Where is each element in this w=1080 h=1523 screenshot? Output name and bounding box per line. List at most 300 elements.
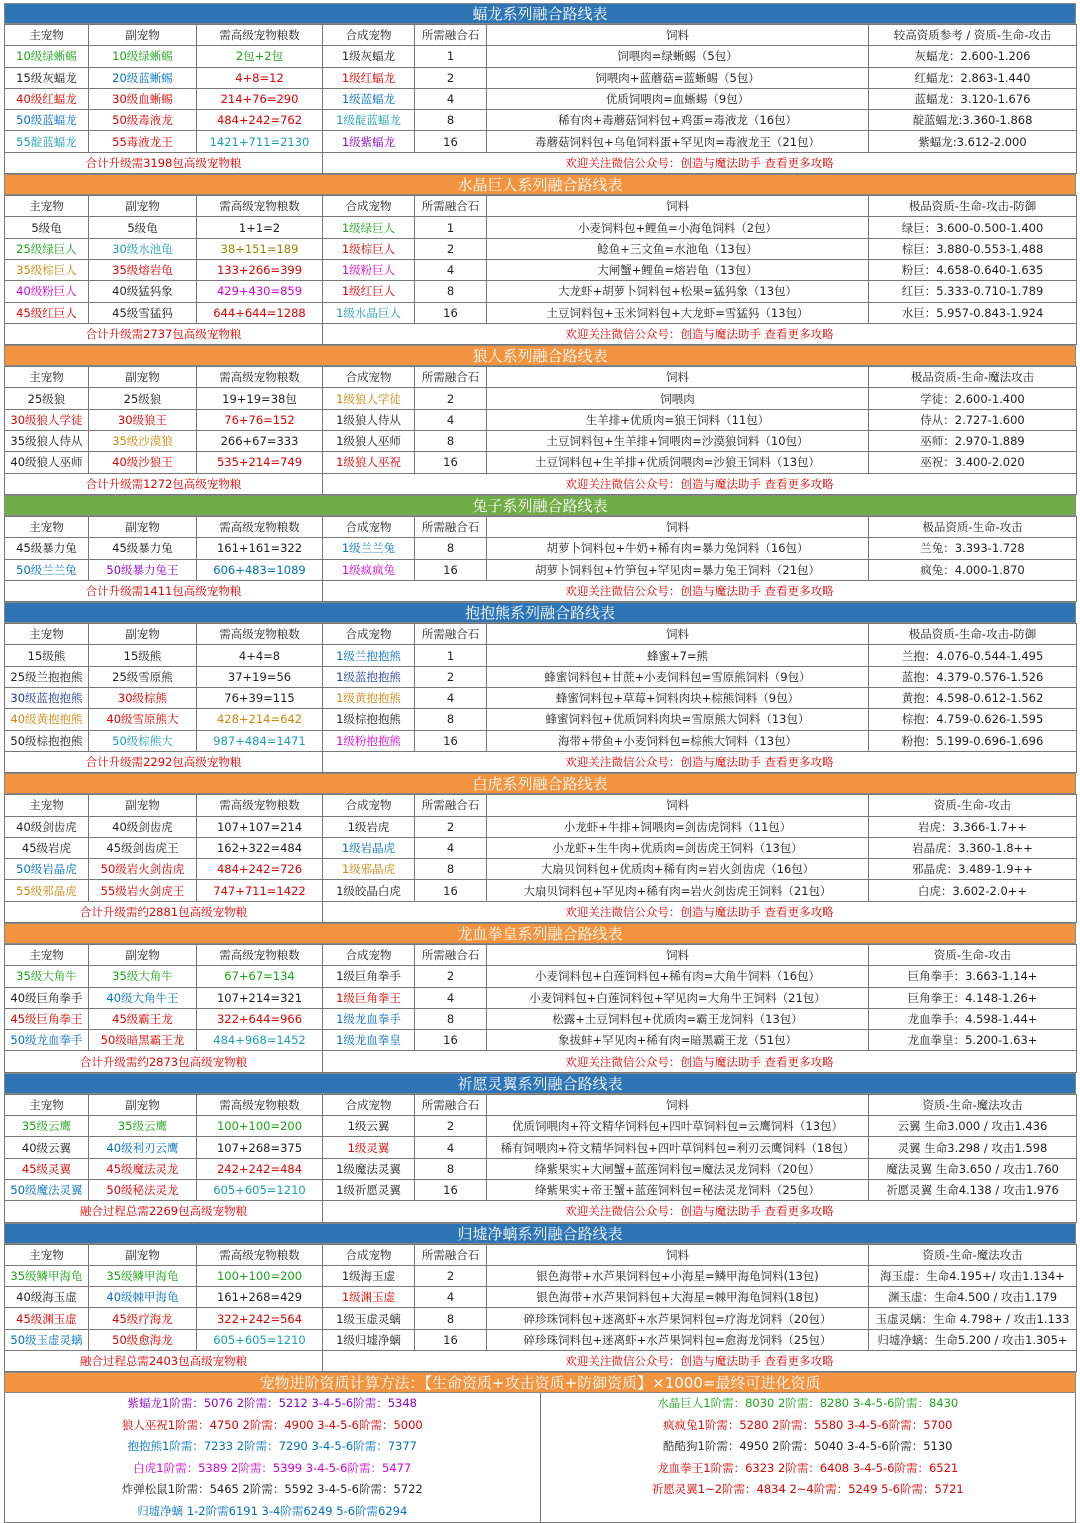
aptitude-cell: 学徒：2.600-1.400 — [869, 388, 1077, 409]
column-header: 所需融合石 — [415, 516, 487, 537]
column-header: 需高级宠物粮数 — [197, 795, 323, 816]
column-header: 主宠物 — [5, 944, 89, 965]
sub-pet-cell: 35级沙漠狼 — [89, 431, 197, 452]
table-row — [5, 281, 1077, 302]
main-pet-cell: 50级棕抱抱熊 — [5, 730, 89, 751]
aptitude-cell: 兰兔：3.393-1.728 — [869, 538, 1077, 559]
result-pet-cell: 1级粉巨人 — [323, 259, 415, 280]
column-header: 需高级宠物粮数 — [197, 1094, 323, 1115]
section-1 — [4, 3, 1076, 174]
aptitude-cell: 兰抱：4.076-0.544-1.495 — [869, 645, 1077, 666]
feed-cell: 蜂蜜+7=熊 — [487, 645, 869, 666]
table-row — [5, 730, 1077, 751]
table-row — [5, 259, 1077, 280]
food-count-cell: 19+19=38包 — [197, 388, 323, 409]
feed-cell: 大扇贝饲料包+罕见肉+稀有肉=岩火剑齿虎王饲料（21包） — [487, 880, 869, 901]
table-row — [5, 1287, 1077, 1308]
feed-cell: 饲喂肉+蓝蘑菇=蓝蜥蜴（5包） — [487, 67, 869, 88]
main-pet-cell: 40级红蝠龙 — [5, 88, 89, 109]
route-table — [4, 1094, 1077, 1223]
wechat-notice: 欢迎关注微信公众号：创造与魔法助手 查看更多攻略 — [323, 152, 1077, 173]
column-header: 所需融合石 — [415, 367, 487, 388]
result-pet-cell: 1级云翼 — [323, 1116, 415, 1137]
sub-pet-cell: 15级熊 — [89, 645, 197, 666]
aptitude-cell: 黄抱：4.598-0.612-1.562 — [869, 688, 1077, 709]
feed-cell: 饲喂肉=绿蜥蜴（5包） — [487, 46, 869, 67]
table-row — [5, 302, 1077, 323]
result-pet-cell: 1级棕抱抱熊 — [323, 709, 415, 730]
fusion-stone-cell: 4 — [415, 1137, 487, 1158]
wechat-notice: 欢迎关注微信公众号：创造与魔法助手 查看更多攻略 — [323, 1351, 1077, 1372]
fusion-stone-cell: 8 — [415, 1008, 487, 1029]
food-count-cell: 1+1=2 — [197, 217, 323, 238]
table-row — [5, 431, 1077, 452]
column-header: 合成宠物 — [323, 196, 415, 217]
section-title: 狼人系列融合路线表 — [4, 345, 1076, 366]
sub-pet-cell: 30级水池龟 — [89, 238, 197, 259]
summary-row — [5, 901, 1077, 922]
result-pet-cell: 1级水晶巨人 — [323, 302, 415, 323]
column-header: 副宠物 — [89, 367, 197, 388]
fusion-stone-cell: 16 — [415, 452, 487, 473]
sub-pet-cell: 30级棕熊 — [89, 688, 197, 709]
food-count-cell: 2包+2包 — [197, 46, 323, 67]
section-title: 蝠龙系列融合路线表 — [4, 3, 1076, 24]
table-row — [5, 1137, 1077, 1158]
aptitude-cell: 岩晶虎：3.360-1.8++ — [869, 837, 1077, 858]
header-row — [5, 516, 1077, 537]
sub-pet-cell: 35级鳞甲海龟 — [89, 1265, 197, 1286]
fusion-stone-cell: 4 — [415, 837, 487, 858]
aptitude-cell: 蓝蝠龙：3.120-1.676 — [869, 88, 1077, 109]
requirement-line: 疯疯兔1阶需：5280 2阶需：5580 3-4-5-6阶需：5700 — [663, 1417, 953, 1432]
column-header: 主宠物 — [5, 795, 89, 816]
section-5 — [4, 602, 1076, 773]
table-row — [5, 46, 1077, 67]
aptitude-cell: 海玉虚：生命4.195+/ 攻击1.134+ — [869, 1265, 1077, 1286]
table-row — [5, 1030, 1077, 1051]
fusion-stone-cell: 8 — [415, 709, 487, 730]
food-count-cell: 605+605=1210 — [197, 1179, 323, 1200]
food-count-cell: 100+100=200 — [197, 1116, 323, 1137]
requirement-line: 水晶巨人1阶需：8030 2阶需：8280 3-4-5-6阶需：8430 — [657, 1396, 959, 1411]
column-header: 主宠物 — [5, 624, 89, 645]
feed-cell: 小麦饲料包+鲤鱼=小海龟饲料（2包） — [487, 217, 869, 238]
column-header: 资质-生命-攻击 — [869, 944, 1077, 965]
main-pet-cell: 40级云翼 — [5, 1137, 89, 1158]
column-header: 饲料 — [487, 25, 869, 46]
aptitude-cell: 侍从：2.727-1.600 — [869, 409, 1077, 430]
result-pet-cell: 1级狼人巫师 — [323, 431, 415, 452]
header-row — [5, 367, 1077, 388]
food-count-cell: 107+268=375 — [197, 1137, 323, 1158]
food-count-cell: 107+107=214 — [197, 816, 323, 837]
total-food-summary: 合计升级需3198包高级宠物粮 — [5, 152, 323, 173]
total-food-summary: 合计升级需约2873包高级宠物粮 — [5, 1051, 323, 1072]
result-pet-cell: 1级渊玉虚 — [323, 1287, 415, 1308]
sub-pet-cell: 10级绿蜥蜴 — [89, 46, 197, 67]
column-header: 需高级宠物粮数 — [197, 624, 323, 645]
column-header: 饲料 — [487, 624, 869, 645]
fusion-stone-cell: 4 — [415, 88, 487, 109]
table-row — [5, 1308, 1077, 1329]
column-header: 主宠物 — [5, 1244, 89, 1265]
result-pet-cell: 1级红蝠龙 — [323, 67, 415, 88]
result-pet-cell: 1级巨角拳王 — [323, 987, 415, 1008]
table-row — [5, 67, 1077, 88]
requirements-column-left — [5, 1393, 541, 1522]
feed-cell: 小麦饲料包+白莲饲料包+稀有肉=大角牛饲料（16包） — [487, 966, 869, 987]
table-row — [5, 645, 1077, 666]
route-table — [4, 623, 1077, 773]
table-row — [5, 538, 1077, 559]
main-pet-cell: 50级魔法灵翼 — [5, 1179, 89, 1200]
fusion-stone-cell: 4 — [415, 259, 487, 280]
sub-pet-cell: 40级沙狼王 — [89, 452, 197, 473]
column-header: 副宠物 — [89, 624, 197, 645]
column-header: 副宠物 — [89, 1244, 197, 1265]
food-count-cell: 161+268=429 — [197, 1287, 323, 1308]
column-header: 极品资质-生命-攻击-防御 — [869, 624, 1077, 645]
result-pet-cell: 1级绿巨人 — [323, 217, 415, 238]
result-pet-cell: 1级兰抱抱熊 — [323, 645, 415, 666]
sub-pet-cell: 30级狼王 — [89, 409, 197, 430]
section-4 — [4, 495, 1076, 602]
column-header: 饲料 — [487, 367, 869, 388]
aptitude-cell: 归墟净螭：生命5.200 / 攻击1.305+ — [869, 1329, 1077, 1350]
food-count-cell: 428+214=642 — [197, 709, 323, 730]
sub-pet-cell: 50级岩火剑齿虎 — [89, 859, 197, 880]
sub-pet-cell: 30级血蜥蜴 — [89, 88, 197, 109]
feed-cell: 土豆饲料包+生羊排+优质饲喂肉=沙狼王饲料（13包） — [487, 452, 869, 473]
section-title: 祈愿灵翼系列融合路线表 — [4, 1073, 1076, 1094]
aptitude-cell: 红巨：5.333-0.710-1.789 — [869, 281, 1077, 302]
result-pet-cell: 1级皎晶白虎 — [323, 880, 415, 901]
result-pet-cell: 1级邪晶虎 — [323, 859, 415, 880]
result-pet-cell: 1级魔法灵翼 — [323, 1158, 415, 1179]
route-table — [4, 366, 1077, 495]
column-header: 所需融合石 — [415, 944, 487, 965]
feed-cell: 蜂蜜饲料包+甘蔗+小麦饲料包=雪原熊饲料（9包） — [487, 666, 869, 687]
result-pet-cell: 1级紫蝠龙 — [323, 131, 415, 152]
summary-row — [5, 580, 1077, 601]
header-row — [5, 1094, 1077, 1115]
sub-pet-cell: 40级雪原熊大 — [89, 709, 197, 730]
table-row — [5, 1116, 1077, 1137]
main-pet-cell: 40级狼人巫师 — [5, 452, 89, 473]
feed-cell: 生羊排+优质肉=狼王饲料（11包） — [487, 409, 869, 430]
requirement-line: 紫蝠龙1阶需：5076 2阶需：5212 3-4-5-6阶需：5348 — [127, 1396, 417, 1411]
table-row — [5, 1179, 1077, 1200]
feed-cell: 小麦饲料包+白莲饲料包+罕见肉=大角牛王饲料（21包） — [487, 987, 869, 1008]
feed-cell: 碎珍珠饲料包+迷离虾+水芦果饲料包=愈海龙饲料（25包） — [487, 1329, 869, 1350]
table-row — [5, 1329, 1077, 1350]
food-count-cell: 67+67=134 — [197, 966, 323, 987]
fusion-stone-cell: 4 — [415, 688, 487, 709]
table-row — [5, 837, 1077, 858]
main-pet-cell: 45级红巨人 — [5, 302, 89, 323]
sub-pet-cell: 50级棕熊大 — [89, 730, 197, 751]
requirement-line: 龙血拳王1阶需：6323 2阶需：6408 3-4-5-6阶需：6521 — [657, 1460, 959, 1475]
column-header: 主宠物 — [5, 196, 89, 217]
sub-pet-cell: 50级暗黑霸王龙 — [89, 1030, 197, 1051]
main-pet-cell: 40级巨角拳手 — [5, 987, 89, 1008]
fusion-stone-cell: 2 — [415, 816, 487, 837]
aptitude-cell: 玉虚灵螭：生命 4.798+ / 攻击1.133 — [869, 1308, 1077, 1329]
main-pet-cell: 15级熊 — [5, 645, 89, 666]
feed-cell: 银色海带+水芦果饲料包+小海星=鳞甲海龟饲料(13包) — [487, 1265, 869, 1286]
fusion-stone-cell: 16 — [415, 559, 487, 580]
sub-pet-cell: 45级剑齿虎王 — [89, 837, 197, 858]
column-header: 较高资质参考 / 资质-生命-攻击 — [869, 25, 1077, 46]
main-pet-cell: 50级玉虚灵螭 — [5, 1329, 89, 1350]
aptitude-cell: 粉抱：5.199-0.696-1.696 — [869, 730, 1077, 751]
sub-pet-cell: 40级棘甲海龟 — [89, 1287, 197, 1308]
result-pet-cell: 1级祈愿灵翼 — [323, 1179, 415, 1200]
column-header: 副宠物 — [89, 1094, 197, 1115]
header-row — [5, 795, 1077, 816]
table-row — [5, 88, 1077, 109]
column-header: 合成宠物 — [323, 1094, 415, 1115]
fusion-stone-cell: 8 — [415, 859, 487, 880]
food-count-cell: 107+214=321 — [197, 987, 323, 1008]
wechat-notice: 欢迎关注微信公众号：创造与魔法助手 查看更多攻略 — [323, 1051, 1077, 1072]
total-food-summary: 融合过程总需2403包高级宠物粮 — [5, 1351, 323, 1372]
column-header: 极品资质-生命-攻击-防御 — [869, 196, 1077, 217]
summary-row — [5, 1201, 1077, 1222]
result-pet-cell: 1级疯疯兔 — [323, 559, 415, 580]
result-pet-cell: 1级龙血拳皇 — [323, 1030, 415, 1051]
result-pet-cell: 1级棕巨人 — [323, 238, 415, 259]
sub-pet-cell: 45级雪猛犸 — [89, 302, 197, 323]
aptitude-cell: 棕巨：3.880-0.553-1.488 — [869, 238, 1077, 259]
fusion-stone-cell: 2 — [415, 1116, 487, 1137]
main-pet-cell: 25级兰抱抱熊 — [5, 666, 89, 687]
fusion-stone-cell: 1 — [415, 217, 487, 238]
column-header: 所需融合石 — [415, 1094, 487, 1115]
aptitude-cell: 棕抱：4.759-0.626-1.595 — [869, 709, 1077, 730]
aptitude-cell: 灵翼 生命3.298 / 攻击1.598 — [869, 1137, 1077, 1158]
header-row — [5, 624, 1077, 645]
main-pet-cell: 40级海玉虚 — [5, 1287, 89, 1308]
column-header: 资质-生命-魔法攻击 — [869, 1094, 1077, 1115]
fusion-stone-cell: 2 — [415, 966, 487, 987]
main-pet-cell: 30级狼人学徒 — [5, 409, 89, 430]
food-count-cell: 484+242=762 — [197, 110, 323, 131]
result-pet-cell: 1级狼人侍从 — [323, 409, 415, 430]
section-6 — [4, 773, 1076, 923]
feed-cell: 蜂蜜饲料包+草莓+饲料肉块+棕熊饲料（9包） — [487, 688, 869, 709]
column-header: 合成宠物 — [323, 25, 415, 46]
food-count-cell: 162+322=484 — [197, 837, 323, 858]
section-9 — [4, 1223, 1076, 1373]
section-title: 兔子系列融合路线表 — [4, 495, 1076, 516]
feed-cell: 银色海带+水芦果饲料包+大海星=棘甲海龟饲料(18包) — [487, 1287, 869, 1308]
fusion-stone-cell: 2 — [415, 67, 487, 88]
aptitude-cell: 邪晶虎：3.489-1.9++ — [869, 859, 1077, 880]
column-header: 合成宠物 — [323, 624, 415, 645]
summary-row — [5, 751, 1077, 772]
column-header: 饲料 — [487, 196, 869, 217]
main-pet-cell: 45级渊玉虚 — [5, 1308, 89, 1329]
aptitude-cell: 巫祝：3.400-2.020 — [869, 452, 1077, 473]
sub-pet-cell: 50级毒液龙 — [89, 110, 197, 131]
wechat-notice: 欢迎关注微信公众号：创造与魔法助手 查看更多攻略 — [323, 751, 1077, 772]
route-table — [4, 24, 1077, 174]
feed-cell: 大扇贝饲料包+优质肉+稀有肉=岩火剑齿虎（16包） — [487, 859, 869, 880]
feed-cell: 大闸蟹+鲤鱼=熔岩龟（13包） — [487, 259, 869, 280]
section-title: 白虎系列融合路线表 — [4, 773, 1076, 794]
feed-cell: 胡萝卜饲料包+牛奶+稀有肉=暴力兔饲料（16包） — [487, 538, 869, 559]
food-count-cell: 747+711=1422 — [197, 880, 323, 901]
feed-cell: 松露+土豆饲料包+优质肉=霸王龙饲料（13包） — [487, 1008, 869, 1029]
feed-cell: 稀有饲喂肉+符文精华饲料包+四叶草饲料包=利刃云鹰饲料（18包） — [487, 1137, 869, 1158]
table-row — [5, 217, 1077, 238]
sub-pet-cell: 40级利刃云鹰 — [89, 1137, 197, 1158]
aptitude-cell: 绿巨：3.600-0.500-1.400 — [869, 217, 1077, 238]
fusion-stone-cell: 4 — [415, 987, 487, 1008]
total-food-summary: 合计升级需1411包高级宠物粮 — [5, 580, 323, 601]
aptitude-cell: 红蝠龙：2.863-1.440 — [869, 67, 1077, 88]
fusion-stone-cell: 8 — [415, 1308, 487, 1329]
food-count-cell: 76+76=152 — [197, 409, 323, 430]
route-table — [4, 195, 1077, 345]
sub-pet-cell: 25级雪原熊 — [89, 666, 197, 687]
table-row — [5, 966, 1077, 987]
fusion-stone-cell: 1 — [415, 645, 487, 666]
column-header: 所需融合石 — [415, 624, 487, 645]
fusion-stone-cell: 2 — [415, 388, 487, 409]
column-header: 需高级宠物粮数 — [197, 1244, 323, 1265]
food-count-cell: 266+67=333 — [197, 431, 323, 452]
fusion-stone-cell: 2 — [415, 1265, 487, 1286]
fusion-stone-cell: 2 — [415, 666, 487, 687]
result-pet-cell: 1级蓝蝠龙 — [323, 88, 415, 109]
food-count-cell: 37+19=56 — [197, 666, 323, 687]
wechat-notice: 欢迎关注微信公众号：创造与魔法助手 查看更多攻略 — [323, 1201, 1077, 1222]
column-header: 饲料 — [487, 944, 869, 965]
aptitude-cell: 灰蝠龙：2.600-1.206 — [869, 46, 1077, 67]
table-row — [5, 452, 1077, 473]
column-header: 所需融合石 — [415, 196, 487, 217]
feed-cell: 土豆饲料包+玉米饲料包+大龙虾=雪猛犸（13包） — [487, 302, 869, 323]
main-pet-cell: 50级龙血拳手 — [5, 1030, 89, 1051]
summary-row — [5, 1351, 1077, 1372]
table-row — [5, 880, 1077, 901]
column-header: 所需融合石 — [415, 795, 487, 816]
requirements-column-right — [541, 1393, 1076, 1522]
summary-row — [5, 473, 1077, 494]
fusion-stone-cell: 16 — [415, 880, 487, 901]
requirement-line: 狼人巫祝1阶需：4750 2阶需：4900 3-4-5-6阶需：5000 — [121, 1417, 423, 1432]
aptitude-cell: 魔法灵翼 生命3.650 / 攻击1.760 — [869, 1158, 1077, 1179]
aptitude-cell: 云翼 生命3.000 / 攻击1.436 — [869, 1116, 1077, 1137]
feed-cell: 绛紫果实+帝王蟹+蓝莲饲料包=秘法灵龙饲料（25包） — [487, 1179, 869, 1200]
header-row — [5, 1244, 1077, 1265]
feed-cell: 优质饲喂肉+符文精华饲料包+四叶草饲料包=云鹰饲料（13包） — [487, 1116, 869, 1137]
main-pet-cell: 10级绿蜥蜴 — [5, 46, 89, 67]
feed-cell: 象拔蚌+罕见肉+稀有肉=暗黑霸王龙（51包） — [487, 1030, 869, 1051]
feed-cell: 大龙虾+胡萝卜饲料包+松果=猛犸象（13包） — [487, 281, 869, 302]
aptitude-cell: 龙血拳手：4.598-1.44+ — [869, 1008, 1077, 1029]
fusion-stone-cell: 2 — [415, 238, 487, 259]
main-pet-cell: 40级剑齿虎 — [5, 816, 89, 837]
food-count-cell: 161+161=322 — [197, 538, 323, 559]
wechat-notice: 欢迎关注微信公众号：创造与魔法助手 查看更多攻略 — [323, 323, 1077, 344]
wechat-notice: 欢迎关注微信公众号：创造与魔法助手 查看更多攻略 — [323, 901, 1077, 922]
column-header: 饲料 — [487, 516, 869, 537]
food-count-cell: 484+968=1452 — [197, 1030, 323, 1051]
column-header: 饲料 — [487, 795, 869, 816]
main-pet-cell: 45级灵翼 — [5, 1158, 89, 1179]
result-pet-cell: 1级海玉虚 — [323, 1265, 415, 1286]
food-count-cell: 429+430=859 — [197, 281, 323, 302]
main-pet-cell: 40级粉巨人 — [5, 281, 89, 302]
sub-pet-cell: 35级云鹰 — [89, 1116, 197, 1137]
feed-cell: 小龙虾+生牛肉+优质肉=剑齿虎王饲料（13包） — [487, 837, 869, 858]
fusion-stone-cell: 16 — [415, 1329, 487, 1350]
food-count-cell: 644+644=1288 — [197, 302, 323, 323]
section-2 — [4, 174, 1076, 345]
column-header: 副宠物 — [89, 944, 197, 965]
fusion-stone-cell: 4 — [415, 1287, 487, 1308]
requirement-line: 白虎1阶需：5389 2阶需：5399 3-4-5-6阶需：5477 — [133, 1460, 412, 1475]
food-count-cell: 76+39=115 — [197, 688, 323, 709]
feed-cell: 稀有肉+毒蘑菇饲料包+鸡蛋=毒液龙（16包） — [487, 110, 869, 131]
column-header: 需高级宠物粮数 — [197, 516, 323, 537]
result-pet-cell: 1级狼人巫祝 — [323, 452, 415, 473]
sub-pet-cell: 25级狼 — [89, 388, 197, 409]
total-food-summary: 合计升级需1272包高级宠物粮 — [5, 473, 323, 494]
main-pet-cell: 35级云鹰 — [5, 1116, 89, 1137]
sub-pet-cell: 40级猛犸象 — [89, 281, 197, 302]
wechat-notice: 欢迎关注微信公众号：创造与魔法助手 查看更多攻略 — [323, 580, 1077, 601]
main-pet-cell: 45级岩虎 — [5, 837, 89, 858]
table-row — [5, 110, 1077, 131]
column-header: 合成宠物 — [323, 516, 415, 537]
aptitude-cell: 蓝抱：4.379-0.576-1.526 — [869, 666, 1077, 687]
table-row — [5, 1158, 1077, 1179]
main-pet-cell: 35级狼人侍从 — [5, 431, 89, 452]
section-title: 抱抱熊系列融合路线表 — [4, 602, 1076, 623]
main-pet-cell: 45级暴力兔 — [5, 538, 89, 559]
aptitude-cell: 渊玉虚：生命4.500 / 攻击1.179 — [869, 1287, 1077, 1308]
fusion-stone-cell: 16 — [415, 1030, 487, 1051]
section-8 — [4, 1073, 1076, 1223]
aptitude-cell: 龙血拳皇：5.200-1.63+ — [869, 1030, 1077, 1051]
fusion-stone-cell: 16 — [415, 302, 487, 323]
main-pet-cell: 50级兰兰兔 — [5, 559, 89, 580]
result-pet-cell: 1级兰兰兔 — [323, 538, 415, 559]
column-header: 需高级宠物粮数 — [197, 944, 323, 965]
header-row — [5, 25, 1077, 46]
fusion-stone-cell: 16 — [415, 131, 487, 152]
requirement-line: 祈愿灵翼1~2阶需：4834 2~4阶需：5249 5-6阶需：5721 — [651, 1482, 964, 1497]
fusion-stone-cell: 16 — [415, 730, 487, 751]
column-header: 合成宠物 — [323, 367, 415, 388]
route-table — [4, 1244, 1077, 1373]
main-pet-cell: 40级黄抱抱熊 — [5, 709, 89, 730]
summary-row — [5, 152, 1077, 173]
feed-cell: 优质饲喂肉=血蜥蜴（9包） — [487, 88, 869, 109]
food-count-cell: 606+483=1089 — [197, 559, 323, 580]
food-count-cell: 322+644=966 — [197, 1008, 323, 1029]
feed-cell: 碎珍珠饲料包+迷离虾+水芦果饲料包=疗海龙饲料（20包） — [487, 1308, 869, 1329]
feed-cell: 海带+带鱼+小麦饲料包=棕熊大饲料（13包） — [487, 730, 869, 751]
fusion-route-sheet — [4, 3, 1076, 1523]
result-pet-cell: 1级玉虚灵螭 — [323, 1308, 415, 1329]
sub-pet-cell: 45级魔法灵龙 — [89, 1158, 197, 1179]
